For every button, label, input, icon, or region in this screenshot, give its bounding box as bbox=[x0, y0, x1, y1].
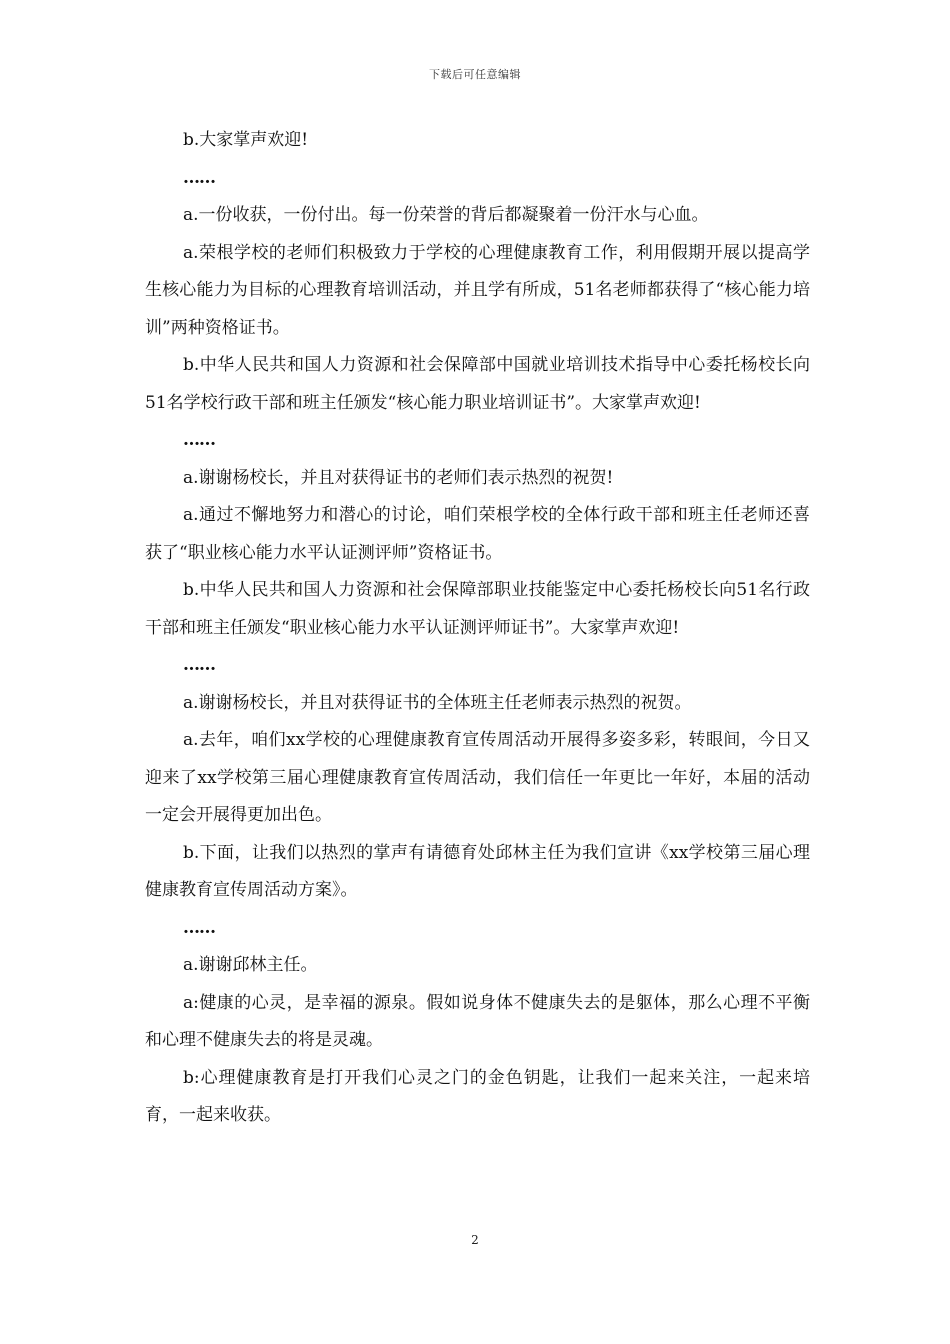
paragraph: a.谢谢杨校长，并且对获得证书的全体班主任老师表示热烈的祝贺。 bbox=[183, 692, 692, 713]
paragraph: a.荣根学校的老师们积极致力于学校的心理健康教育工作，利用假期开展以提高学生核心能力为目标的心理教育培训活动，并且学有所成，51名老师都获得了“核心能力培训”两种资格证书。 bbox=[145, 242, 810, 338]
paragraph: b.下面，让我们以热烈的掌声有请德育处邱林主任为我们宣讲《xx学校第三届心理健康教育宣传周活动方案》。 bbox=[145, 842, 810, 900]
paragraph: b.中华人民共和国人力资源和社会保障部中国就业培训技术指导中心委托杨校长向51名学校行政干部和班主任颁发“核心能力职业培训证书”。大家掌声欢迎! bbox=[145, 355, 810, 413]
paragraph: a.通过不懈地努力和潜心的讨论，咱们荣根学校的全体行政干部和班主任老师还喜获了“职业核心能力水平认证测评师”资格证书。 bbox=[145, 505, 810, 563]
paragraph: a.谢谢杨校长，并且对获得证书的老师们表示热烈的祝贺! bbox=[183, 467, 614, 488]
paragraph: a:健康的心灵，是幸福的源泉。假如说身体不健康失去的是躯体，那么心理不平衡和心理不健康失去的将是灵魂。 bbox=[145, 992, 810, 1050]
page-number: 2 bbox=[471, 1233, 479, 1247]
paragraph: b.大家掌声欢迎! bbox=[183, 130, 309, 150]
page-header: 下载后可任意编辑 bbox=[429, 68, 521, 81]
ellipsis-separator: …… bbox=[183, 430, 215, 450]
paragraph: a.谢谢邱林主任。 bbox=[183, 955, 318, 975]
ellipsis-separator: …… bbox=[183, 917, 215, 938]
paragraph: b:心理健康教育是打开我们心灵之门的金色钥匙，让我们一起来关注，一起来培育，一起来收获。 bbox=[145, 1067, 810, 1125]
paragraph: a.去年，咱们xx学校的心理健康教育宣传周活动开展得多姿多彩，转眼间，今日又迎来了xx学校第三届心理健康教育宣传周活动，我们信任一年更比一年好，本届的活动一定会开展得更加出色。 bbox=[145, 730, 810, 825]
paragraph: b.中华人民共和国人力资源和社会保障部职业技能鉴定中心委托杨校长向51名行政干部和班主任颁发“职业核心能力水平认证测评师证书”。大家掌声欢迎! bbox=[145, 580, 810, 638]
paragraph: a.一份收获，一份付出。每一份荣誉的背后都凝聚着一份汗水与心血。 bbox=[183, 205, 709, 225]
ellipsis-separator: …… bbox=[183, 655, 215, 675]
document-body bbox=[145, 122, 810, 1135]
ellipsis-separator: …… bbox=[183, 167, 215, 188]
